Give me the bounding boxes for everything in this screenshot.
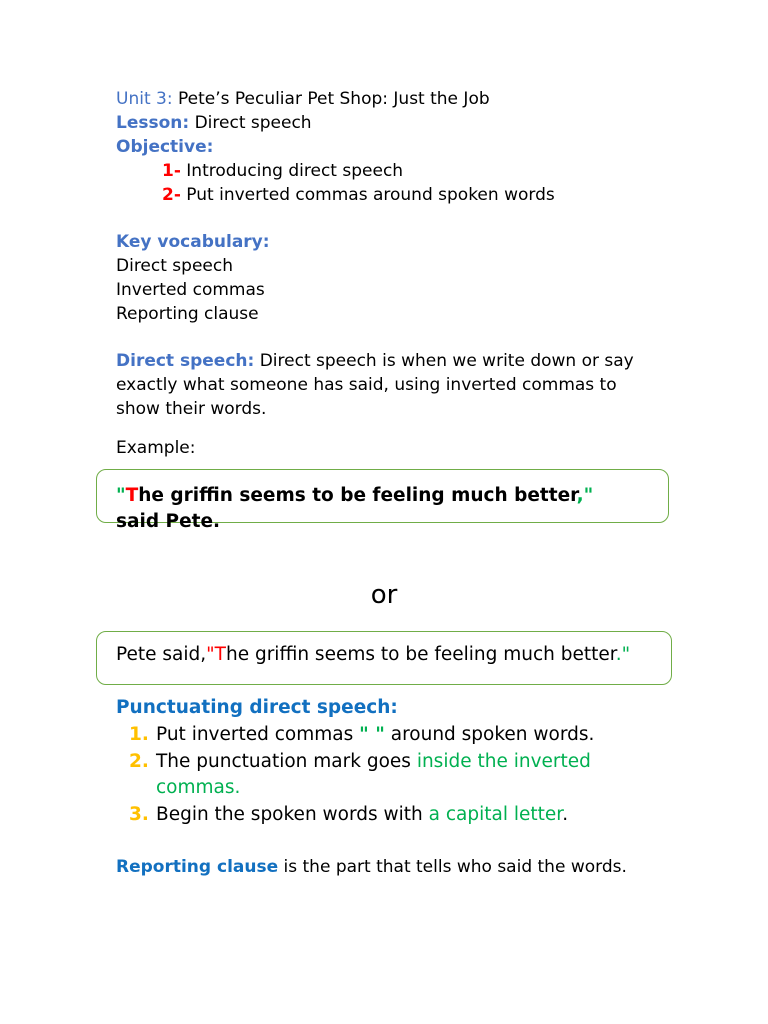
reporting-clause: said Pete. <box>116 511 221 532</box>
objective-text: Put inverted commas around spoken words <box>186 185 555 205</box>
definition-label: Direct speech: <box>116 351 255 371</box>
lesson-label: Lesson: <box>116 113 190 133</box>
reporting-clause: Pete said, <box>116 644 207 665</box>
objective-number: 1- <box>162 161 181 181</box>
example-sentence-1: "The griffin seems to be feeling much better," said Pete. <box>116 485 594 532</box>
definition-line-3: show their words. <box>116 399 267 419</box>
unit-label: Unit 3: <box>116 89 173 109</box>
capital-letter: T <box>214 644 226 665</box>
rule-item-3: 3. Begin the spoken words with a capital letter. <box>129 802 729 828</box>
rule-number: 1. <box>129 724 149 745</box>
rule-item-1: 1. Put inverted commas " " around spoken words. <box>129 722 729 748</box>
capital-letter: T <box>125 485 139 506</box>
vocab-label: Key vocabulary: <box>116 232 270 252</box>
vocab-item: Direct speech <box>116 256 233 276</box>
lesson-title: Direct speech <box>194 113 312 133</box>
quote-marks: " " <box>359 724 385 745</box>
definition-line-2: exactly what someone has said, using inverted commas to <box>116 375 617 395</box>
lesson-line <box>116 111 312 135</box>
reporting-clause-definition: Reporting clause is the part that tells who said the words. <box>116 857 627 877</box>
example-sentence-2: Pete said,"The griffin seems to be feeling much better." <box>116 644 631 665</box>
rule-number: 2. <box>129 751 149 772</box>
punctuating-heading: Punctuating direct speech: <box>116 697 398 718</box>
objective-item-1 <box>162 159 403 183</box>
definition-line-1: Direct speech: Direct speech is when we write down or say <box>116 351 634 371</box>
close-quote: " <box>583 485 594 506</box>
comma: , <box>576 485 584 506</box>
end-punctuation: ." <box>615 644 631 665</box>
unit-title: Pete’s Peculiar Pet Shop: Just the Job <box>177 89 490 109</box>
rule-item-2: 2. The punctuation mark goes inside the inverted commas. <box>129 751 591 798</box>
vocab-item: Inverted commas <box>116 280 265 300</box>
open-quote: " <box>206 644 215 665</box>
unit-line <box>116 87 490 111</box>
objective-label: Objective: <box>116 137 214 157</box>
rule-number: 3. <box>129 804 149 825</box>
example-label: Example: <box>116 438 196 458</box>
objective-item-2 <box>162 183 555 207</box>
objective-number: 2- <box>162 185 181 205</box>
vocab-item: Reporting clause <box>116 304 259 324</box>
or-separator: or <box>370 580 398 610</box>
reporting-clause-term: Reporting clause <box>116 857 279 877</box>
objective-text: Introducing direct speech <box>186 161 404 181</box>
open-quote: " <box>116 485 126 506</box>
